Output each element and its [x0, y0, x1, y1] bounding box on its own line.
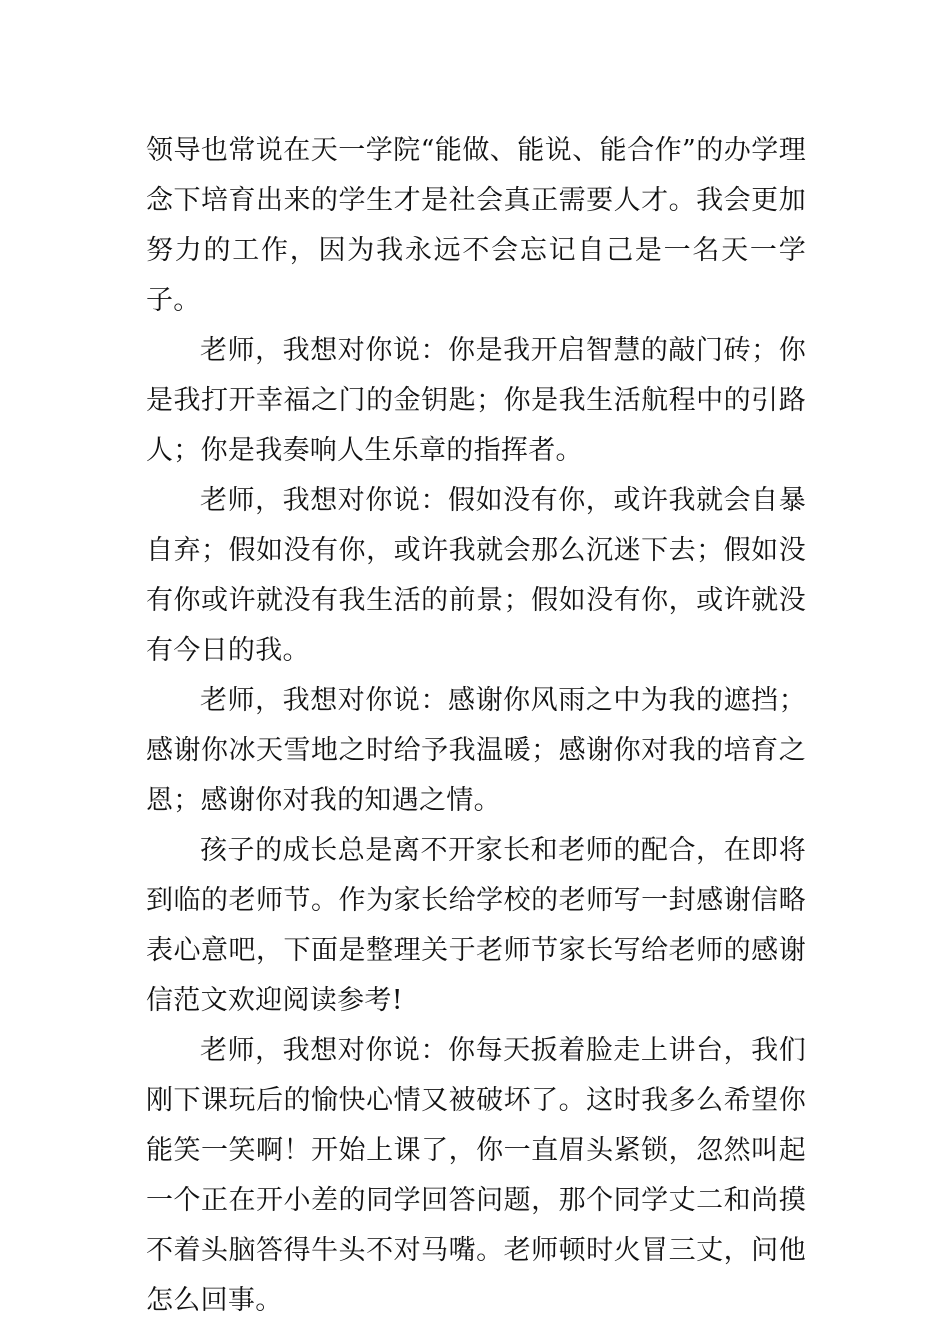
paragraph: 老师，我想对你说：你每天扳着脸走上讲台，我们刚下课玩后的愉快心情又被破坏了。这时我多么希望你能笑一笑啊！开始上课了，你一直眉头紧锁，忽然叫起一个正在开小差的同学回答问题，那个同学丈二和尚摸不着头脑答得牛头不对马嘴。老师顿时火冒三丈，问他怎么回事。 — [146, 1035, 806, 1316]
paragraph: 老师，我想对你说：感谢你风雨之中为我的遮挡；感谢你冰天雪地之时给予我温暖；感谢你对我的培育之恩；感谢你对我的知遇之情。 — [146, 685, 806, 816]
paragraph: 老师，我想对你说：假如没有你，或许我就会自暴自弃；假如没有你，或许我就会那么沉迷下去；假如没有你或许就没有我生活的前景；假如没有你，或许就没有今日的我。 — [146, 485, 806, 666]
paragraph-continuation: 领导也常说在天一学院“能做、能说、能合作”的办学理念下培育出来的学生才是社会真正需要人才。我会更加努力的工作，因为我永远不会忘记自己是一名天一学子。 — [146, 135, 806, 316]
body-text — [146, 126, 806, 1326]
paragraph: 老师，我想对你说：你是我开启智慧的敲门砖；你是我打开幸福之门的金钥匙；你是我生活航程中的引路人；你是我奏响人生乐章的指挥者。 — [146, 335, 806, 466]
paragraph: 孩子的成长总是离不开家长和老师的配合，在即将到临的老师节。作为家长给学校的老师写一封感谢信略表心意吧，下面是整理关于老师节家长写给老师的感谢信范文欢迎阅读参考! — [146, 835, 806, 1016]
